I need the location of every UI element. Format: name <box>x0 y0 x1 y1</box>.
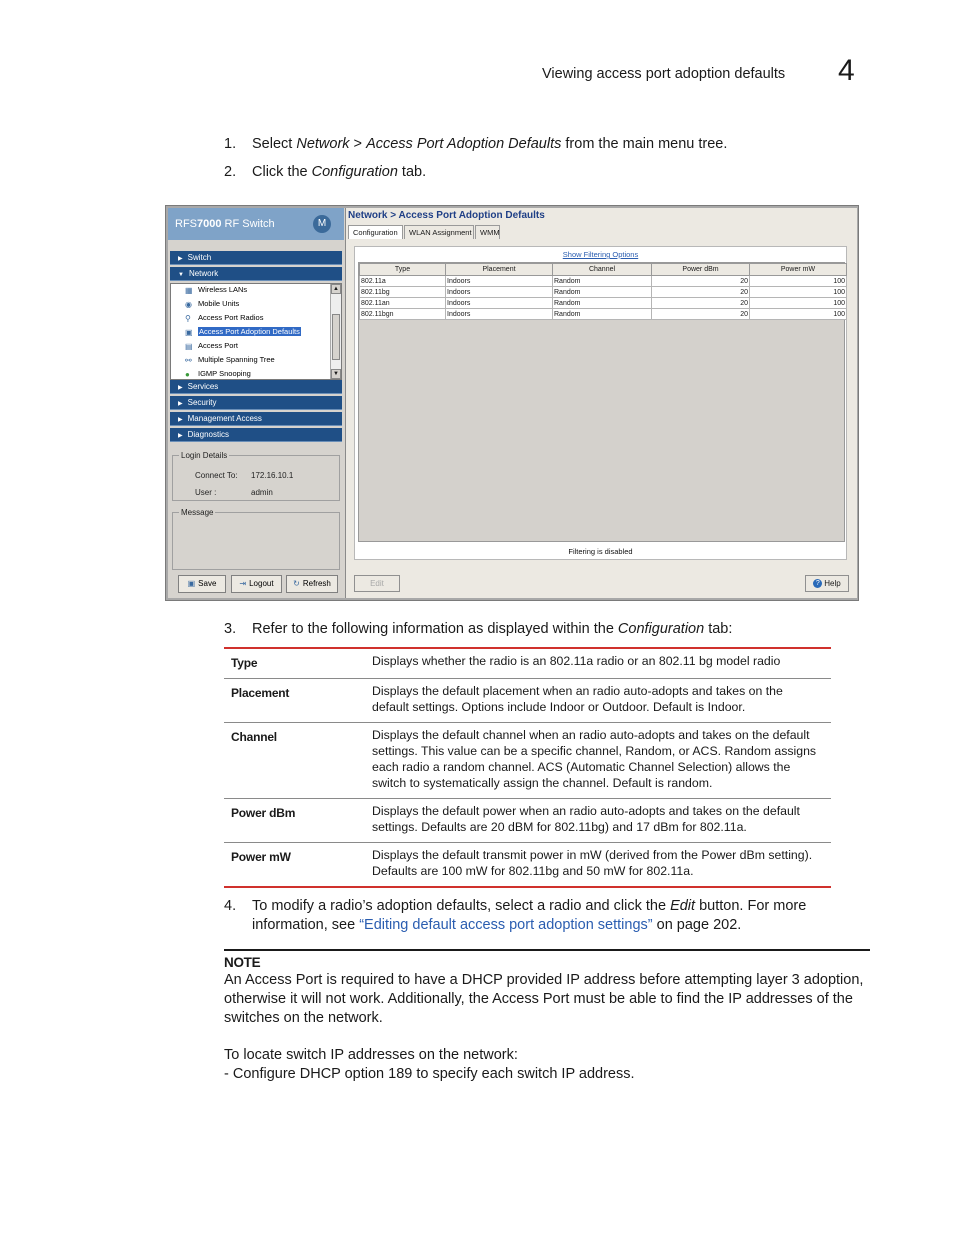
step-text: Select Network > Access Port Adoption Defaults from the main menu tree. <box>252 136 728 152</box>
left-panel <box>168 208 344 598</box>
message-legend: Message <box>181 508 214 517</box>
definitions-table <box>224 647 831 888</box>
nav-security[interactable]: ▶ Security <box>170 396 342 410</box>
tree-scrollbar[interactable] <box>330 284 341 379</box>
cell-channel: Random <box>553 276 652 287</box>
igmp-icon: ● <box>185 369 190 379</box>
note-paragraph-2: To locate switch IP addresses on the network: <box>224 1047 518 1063</box>
tree-item-access-port[interactable]: ▤ Access Port <box>185 341 239 351</box>
cell-placement: Indoors <box>446 298 553 309</box>
table-row <box>224 648 831 679</box>
chevron-right-icon: ▶ <box>178 433 183 439</box>
table-row <box>224 723 831 799</box>
step-number: 3. <box>224 621 237 637</box>
table-row <box>224 679 831 723</box>
cell-placement: Indoors <box>446 276 553 287</box>
filter-status: Filtering is disabled <box>568 547 633 556</box>
column-header[interactable]: Channel <box>553 264 652 276</box>
cell-channel: Random <box>553 309 652 320</box>
table-row[interactable] <box>360 298 847 309</box>
step-text: Refer to the following information as displayed within the Configuration tab: <box>252 621 733 637</box>
help-icon: ? <box>813 579 822 588</box>
configuration-content <box>354 246 847 560</box>
table-row <box>224 843 831 888</box>
cell-power-mw: 100 <box>750 276 847 287</box>
edit-button[interactable]: Edit <box>354 575 400 592</box>
table-row[interactable] <box>360 276 847 287</box>
chevron-right-icon: ▶ <box>178 401 183 407</box>
panel-title: Network > Access Port Adoption Defaults <box>348 210 545 221</box>
tree-item-access-port-radios[interactable]: ⚲ Access Port Radios <box>185 313 264 323</box>
step-1 <box>224 135 844 154</box>
nav-diagnostics[interactable]: ▶ Diagnostics <box>170 428 342 442</box>
user-value: admin <box>251 488 273 497</box>
user-label: User : <box>195 488 217 497</box>
chevron-right-icon: ▶ <box>178 417 183 423</box>
chevron-down-icon: ▼ <box>178 272 184 278</box>
refresh-icon: ↻ <box>293 579 300 588</box>
brand-bar <box>168 208 344 240</box>
step-3 <box>224 620 844 639</box>
cell-type: 802.11bgn <box>360 309 446 320</box>
description-cell: Displays the default transmit power in mW (derived from the Power dBm setting). Defaults are 100 mW for 802.11bg and 50 mW for 802.11a. <box>372 843 831 888</box>
show-filtering-options-link[interactable]: Show Filtering Options <box>562 250 639 259</box>
chevron-right-icon: ▶ <box>178 385 183 391</box>
table-row <box>224 799 831 843</box>
radio-icon: ⚲ <box>185 313 191 323</box>
save-icon: ▣ <box>187 579 196 588</box>
cell-type: 802.11bg <box>360 287 446 298</box>
table-row[interactable] <box>360 287 847 298</box>
scroll-up-icon[interactable]: ▲ <box>331 284 341 294</box>
step-number: 1. <box>224 136 237 152</box>
cross-reference-link[interactable]: “Editing default access port adoption settings” <box>359 917 653 933</box>
step-4 <box>224 897 844 935</box>
cell-placement: Indoors <box>446 309 553 320</box>
message-group <box>172 508 340 570</box>
logout-icon: ⇥ <box>239 579 247 588</box>
save-button[interactable]: ▣ Save <box>178 575 226 593</box>
term-cell: Type <box>231 656 258 670</box>
cell-type: 802.11a <box>360 276 446 287</box>
login-details-group <box>172 451 340 501</box>
motorola-logo-icon: M <box>313 215 331 233</box>
chevron-right-icon: ▶ <box>178 256 183 262</box>
description-cell: Displays the default channel when an radio auto-adopts and takes on the default settings. This value can be a specific channel, Random, or ACS. Random assigns each radio a random channel. ACS (Automatic Channel Selection) allows the switch to systematically assign the channel. Default is random. <box>372 723 831 799</box>
mobile-units-icon: ◉ <box>185 299 192 309</box>
description-cell: Displays whether the radio is an 802.11a radio or an 802.11 bg model radio <box>372 654 781 668</box>
step-text: Click the Configuration tab. <box>252 164 427 180</box>
brand-name: RFS7000 RF Switch <box>175 218 275 230</box>
help-button[interactable]: ? Help <box>805 575 849 592</box>
tree-item-wireless-lans[interactable]: ▦ Wireless LANs <box>185 285 248 295</box>
wlan-icon: ▦ <box>185 285 193 295</box>
grid-header-row <box>360 264 847 276</box>
column-header[interactable]: Power mW <box>750 264 847 276</box>
note-paragraph-3: - Configure DHCP option 189 to specify each switch IP address. <box>224 1066 635 1082</box>
nav-network[interactable]: ▼ Network <box>170 267 342 281</box>
cell-power-dbm: 20 <box>652 276 750 287</box>
note-paragraph-1: An Access Port is required to have a DHCP provided IP address before attempting layer 3 adoption, otherwise it will not work. Additionally, the Access Port must be able to find the IP addresses of the switches on the network. <box>224 972 864 1026</box>
tree-item-igmp-snooping[interactable]: ● IGMP Snooping <box>185 369 251 379</box>
scroll-down-icon[interactable]: ▼ <box>331 369 341 379</box>
term-cell: Placement <box>224 679 372 723</box>
running-header-title: Viewing access port adoption defaults <box>542 66 786 82</box>
cell-power-dbm: 20 <box>652 309 750 320</box>
connect-to-value: 172.16.10.1 <box>251 471 294 480</box>
tree-item-access-port-adoption-defaults[interactable]: ▣ Access Port Adoption Defaults <box>185 327 300 337</box>
cell-channel: Random <box>553 298 652 309</box>
description-cell: Displays the default power when an radio auto-adopts and takes on the default settings. Defaults are 20 dBM for 802.11bg) and 17 dBm for 802.11a. <box>372 799 831 843</box>
cell-channel: Random <box>553 287 652 298</box>
nav-services[interactable]: ▶ Services <box>170 380 342 394</box>
table-row[interactable] <box>360 309 847 320</box>
description-cell: Displays the default placement when an radio auto-adopts and takes on the default settings. Options include Indoor or Outdoor. Default is Indoor. <box>372 679 831 723</box>
right-panel <box>345 208 857 598</box>
step-number: 2. <box>224 164 237 180</box>
term-cell: Channel <box>224 723 372 799</box>
tree-item-multiple-spanning-tree[interactable]: ⚯ Multiple Spanning Tree <box>185 355 275 365</box>
tab-wlan-assignment[interactable]: WLAN Assignment <box>404 225 474 239</box>
connect-to-label: Connect To: <box>195 471 238 480</box>
term-cell: Power dBm <box>224 799 372 843</box>
column-header[interactable]: Placement <box>446 264 553 276</box>
cell-power-dbm: 20 <box>652 298 750 309</box>
note-divider <box>224 949 870 951</box>
cell-power-mw: 100 <box>750 298 847 309</box>
adoption-icon: ▣ <box>185 327 193 337</box>
nav-management-access[interactable]: ▶ Management Access <box>170 412 342 426</box>
tab-wmm[interactable]: WMM <box>475 225 500 239</box>
network-tree <box>170 283 342 380</box>
login-details-legend: Login Details <box>181 451 228 460</box>
cell-power-mw: 100 <box>750 287 847 298</box>
refresh-button[interactable]: ↻ Refresh <box>286 575 338 593</box>
nav-switch[interactable]: ▶ Switch <box>170 251 342 265</box>
cell-placement: Indoors <box>446 287 553 298</box>
scroll-thumb[interactable] <box>332 314 340 360</box>
logout-button[interactable]: ⇥ Logout <box>231 575 282 593</box>
tab-configuration[interactable]: Configuration <box>348 225 403 239</box>
cell-power-dbm: 20 <box>652 287 750 298</box>
chapter-number: 4 <box>838 54 855 87</box>
cell-power-mw: 100 <box>750 309 847 320</box>
tree-item-mobile-units[interactable]: ◉ Mobile Units <box>185 299 240 309</box>
step-2 <box>224 163 844 182</box>
column-header[interactable]: Power dBm <box>652 264 750 276</box>
access-port-icon: ▤ <box>185 341 193 351</box>
step-text-line-2: information, see “Editing default access port adoption settings” on page 202. <box>252 917 742 933</box>
cell-type: 802.11an <box>360 298 446 309</box>
screenshot-figure <box>165 205 859 601</box>
spanning-tree-icon: ⚯ <box>185 355 192 365</box>
step-text-line-1: To modify a radio’s adoption defaults, select a radio and click the Edit button. For more <box>252 898 807 914</box>
note-heading: NOTE <box>224 955 261 970</box>
column-header[interactable]: Type <box>360 264 446 276</box>
adoption-defaults-grid <box>358 262 845 542</box>
term-cell: Power mW <box>224 843 372 888</box>
step-number: 4. <box>224 898 237 914</box>
